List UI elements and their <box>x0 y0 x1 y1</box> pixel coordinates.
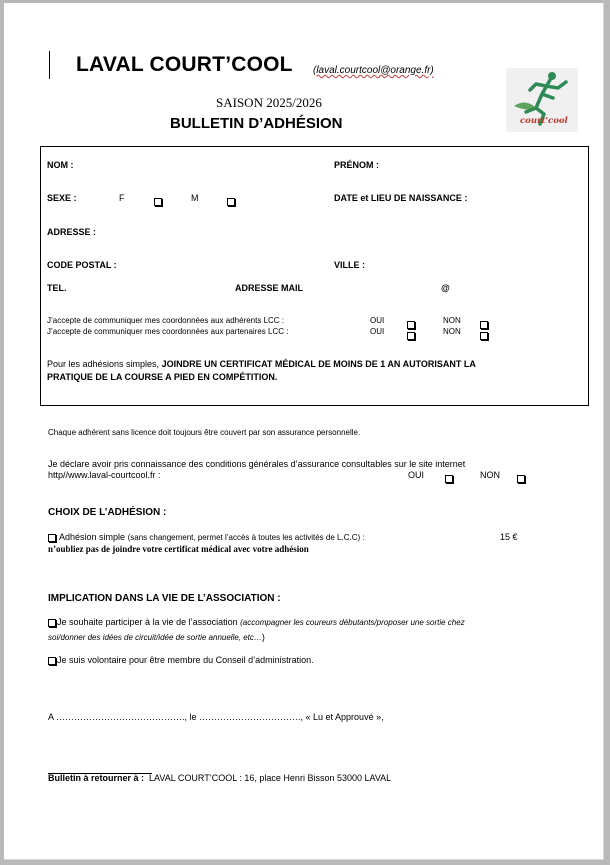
consent-partenaires-oui-checkbox[interactable] <box>407 327 416 345</box>
season: SAISON 2025/2026 <box>216 95 322 110</box>
certificate-notice: Pour les adhésions simples, JOINDRE UN CERTIFICAT MÉDICAL DE MOINS DE 1 AN AUTORISANT LA <box>47 359 476 369</box>
signature-line: A ……………………………………., le ……………………………., « Lu et Approuvé », <box>48 712 384 722</box>
insurance-non-label: NON <box>480 470 500 480</box>
sexe-m-label: M <box>191 193 199 203</box>
date-lieu-label: DATE et LIEU DE NAISSANCE : <box>334 193 468 203</box>
implication-volontaire: Je suis volontaire pour être membre du Conseil d’administration. <box>48 655 314 665</box>
participer-checkbox[interactable] <box>48 619 56 627</box>
tel-label: TEL. <box>47 283 67 293</box>
certificate-notice-line2: PRATIQUE DE LA COURSE A PIED EN COMPÉTITION. <box>47 372 278 382</box>
insurance-note: Chaque adhérent sans licence doit toujours être couvert par son assurance personnelle. <box>48 428 361 437</box>
consent-partenaires-non-label: NON <box>443 327 461 336</box>
text-cursor <box>49 51 50 79</box>
adhesion-simple-label: Adhésion simple <box>59 532 126 542</box>
return-address <box>48 773 391 783</box>
nom-label: NOM : <box>47 160 74 170</box>
club-logo <box>506 68 578 132</box>
logo-text: court'cool <box>520 116 568 126</box>
prenom-label: PRÉNOM : <box>334 160 379 170</box>
insurance-oui-label: OUI <box>408 470 425 480</box>
sexe-f-label: F <box>119 193 125 203</box>
choix-heading: CHOIX DE L’ADHÉSION : <box>48 507 167 518</box>
bulletin-title: BULLETIN D’ADHÉSION <box>170 115 343 132</box>
implication-heading: IMPLICATION DANS LA VIE DE L’ASSOCIATION : <box>48 593 281 604</box>
sexe-f-checkbox[interactable] <box>154 193 163 211</box>
adhesion-simple-checkbox[interactable] <box>48 534 56 542</box>
adhesion-simple-option <box>48 532 365 542</box>
consent-adherents-text: J’accepte de communiquer mes coordonnées aux adhérents LCC : <box>47 316 285 325</box>
consent-adherents-oui-label: OUI <box>370 316 385 325</box>
insurance-url: http//www.laval-courtcool.fr : <box>48 470 161 480</box>
ville-label: VILLE : <box>334 260 365 270</box>
implication-participer: Je souhaite participer à la vie de l’association (accompagner les coureurs débutants/proposer une sortie chez <box>48 617 465 627</box>
consent-partenaires-oui-label: OUI <box>370 327 385 336</box>
sexe-label: SEXE : <box>47 193 77 203</box>
return-label: Bulletin à retourner à : <box>48 773 145 783</box>
volontaire-checkbox[interactable] <box>48 657 56 665</box>
consent-adherents-non-label: NON <box>443 316 461 325</box>
adhesion-price: 15 € <box>500 532 518 542</box>
implication-participer-detail: soi/donner des idées de circuit/idée de sortie annuelle, etc…) <box>48 632 265 642</box>
adresse-label: ADRESSE : <box>47 227 97 237</box>
consent-partenaires-text: J’accepte de communiquer mes coordonnées aux partenaires LCC : <box>47 327 289 336</box>
club-email: (laval.courtcool@orange.fr) <box>313 65 434 76</box>
member-info-box <box>40 146 589 406</box>
insurance-non-checkbox[interactable] <box>517 470 526 488</box>
adhesion-simple-detail: (sans changement, permet l’accès à toutes les activités de L.C.C) : <box>127 533 365 542</box>
adresse-mail-label: ADRESSE MAIL <box>235 283 304 293</box>
document-page <box>4 3 604 860</box>
sexe-m-checkbox[interactable] <box>227 193 236 211</box>
consent-partenaires-non-checkbox[interactable] <box>480 327 489 345</box>
at-symbol: @ <box>441 283 450 293</box>
certificate-reminder: n’oubliez pas de joindre votre certificat médical avec votre adhésion <box>48 544 309 554</box>
return-address-text: LAVAL COURT’COOL : 16, place Henri Bisson 53000 LAVAL <box>149 773 392 783</box>
insurance-declaration: Je déclare avoir pris connaissance des conditions générales d’assurance consultables sur le site internet <box>48 459 466 469</box>
club-title: LAVAL COURT’COOL <box>76 53 293 76</box>
code-postal-label: CODE POSTAL : <box>47 260 117 270</box>
insurance-oui-checkbox[interactable] <box>445 470 454 488</box>
